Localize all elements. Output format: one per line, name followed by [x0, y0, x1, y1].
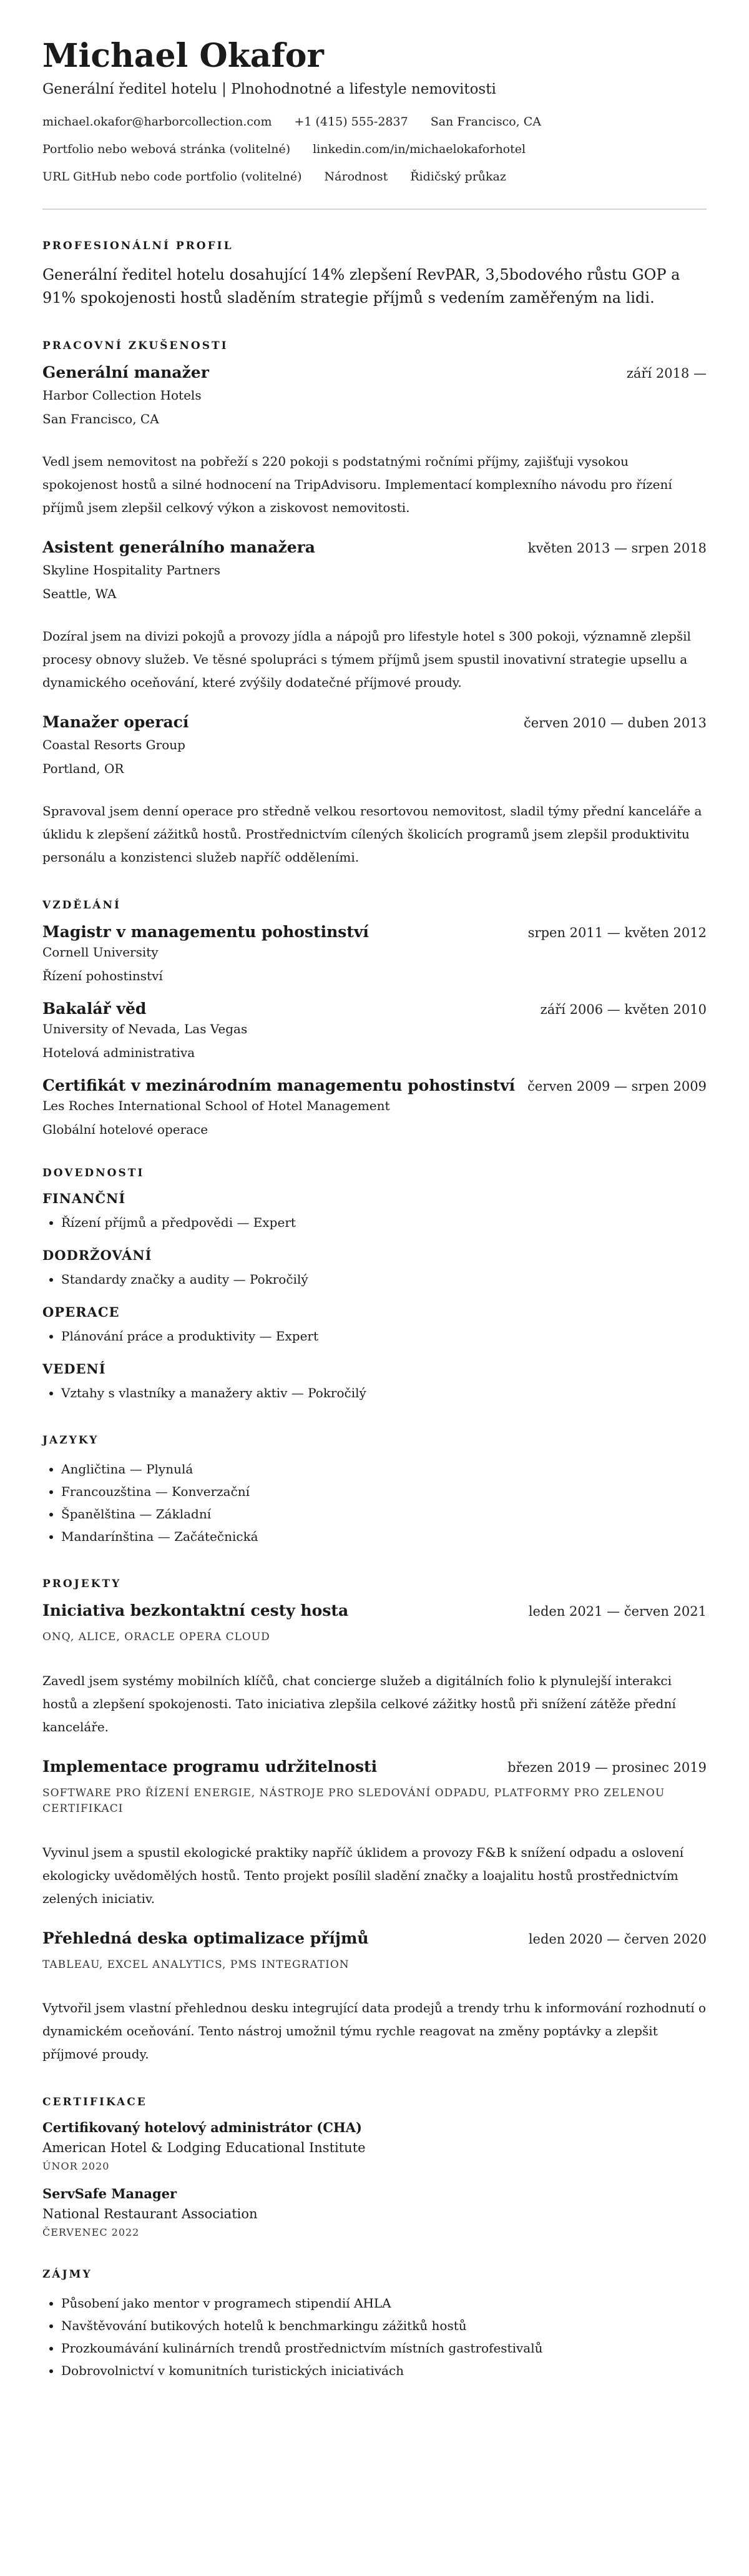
company-name: Skyline Hospitality Partners — [42, 563, 220, 578]
github-link[interactable]: URL GitHub nebo code portfolio (volitelné) — [42, 169, 302, 184]
drivers-license: Řidičský průkaz — [410, 169, 506, 184]
job-location: Portland, OR — [42, 761, 124, 777]
location: San Francisco, CA — [430, 114, 542, 129]
job-dates: červen 2010 — duben 2013 — [524, 715, 707, 731]
resume-header — [42, 37, 707, 210]
certification-name: ServSafe Manager — [42, 2186, 177, 2202]
section-title: VZDĚLÁNÍ — [42, 899, 121, 912]
company-name: Coastal Resorts Group — [42, 737, 185, 753]
experience-entry — [42, 713, 707, 869]
project-name: Implementace programu udržitelnosti — [42, 1757, 378, 1776]
section-title: PRACOVNÍ ZKUŠENOSTI — [42, 340, 228, 353]
section-title: PROFESIONÁLNÍ PROFIL — [42, 239, 233, 252]
experience-entry — [42, 538, 707, 694]
project-description: Vyvinul jsem a spustil ekologické praktiky napříč úklidem a provozy F&B k snížení odpadu a oslovení ekologicky uvědomělých hostů. Tento projekt posílil sladění značky a loajalitu hostů prostřednictvím zelených iniciativ. — [42, 1844, 684, 1906]
job-dates: květen 2013 — srpen 2018 — [527, 541, 707, 556]
certification-date: ČERVENEC 2022 — [42, 2226, 140, 2239]
school-name: University of Nevada, Las Vegas — [42, 1021, 248, 1037]
project-technologies: SOFTWARE PRO ŘÍZENÍ ENERGIE, NÁSTROJE PRO SLEDOVÁNÍ ODPADU, PLATFORMY PRO ZELENOU CERTIFIKACI — [42, 1786, 665, 1816]
phone-number[interactable]: +1 (415) 555-2837 — [294, 114, 408, 129]
section-title: PROJEKTY — [42, 1578, 122, 1591]
candidate-name: Michael Okafor — [42, 37, 324, 75]
skill-category: VEDENÍ — [42, 1361, 106, 1377]
section-title: JAZYKY — [42, 1434, 99, 1447]
certification-name: Certifikovaný hotelový administrátor (CHA) — [42, 2120, 362, 2136]
interest-item: • Prozkoumávání kulinárních trendů prostřednictvím místních gastrofestivalů — [61, 2337, 707, 2359]
linkedin-link[interactable]: linkedin.com/in/michaelokaforhotel — [313, 142, 526, 156]
degree-title: Certifikát v mezinárodním managementu pohostinství — [42, 1076, 516, 1095]
project-dates: leden 2020 — červen 2020 — [528, 1931, 707, 1947]
candidate-headline: Generální ředitel hotelu | Plnohodnotné a lifestyle nemovitosti — [42, 81, 496, 97]
education-section — [42, 899, 707, 1137]
skill-item: • Plánování práce a produktivity — Expert — [61, 1325, 707, 1347]
header-divider — [42, 209, 707, 210]
field-of-study: Hotelová administrativa — [42, 1045, 195, 1061]
certification-entry — [42, 2120, 707, 2172]
skill-group — [42, 1361, 707, 1404]
certification-entry — [42, 2186, 707, 2238]
skill-category: FINANČNÍ — [42, 1191, 126, 1207]
interests-section — [42, 2268, 707, 2382]
experience-section — [42, 340, 707, 869]
section-title: ZÁJMY — [42, 2268, 92, 2281]
job-dates: září 2018 — — [626, 366, 707, 381]
project-technologies: TABLEAU, EXCEL ANALYTICS, PMS INTEGRATION — [42, 1958, 350, 1971]
job-title: Generální manažer — [42, 363, 209, 382]
project-description: Zavedl jsem systémy mobilních klíčů, chat concierge služeb a digitálních folio k plynulejší interakci hostů a zlepšení spokojenosti. Tato iniciativa zlepšila celkové zážitky hostů při snížení zátěže přední kanceláře. — [42, 1673, 676, 1734]
project-dates: leden 2021 — červen 2021 — [528, 1604, 707, 1620]
certification-date: ÚNOR 2020 — [42, 2160, 110, 2173]
project-name: Přehledná deska optimalizace příjmů — [42, 1929, 369, 1947]
education-dates: červen 2009 — srpen 2009 — [527, 1079, 707, 1094]
languages-list — [42, 1458, 707, 1548]
skill-item: • Řízení příjmů a předpovědi — Expert — [61, 1211, 707, 1234]
nationality: Národnost — [324, 169, 388, 184]
company-name: Harbor Collection Hotels — [42, 388, 202, 403]
interest-item: • Navštěvování butikových hotelů k benchmarkingu zážitků hostů — [61, 2314, 707, 2337]
experience-entry — [42, 363, 707, 519]
degree-title: Bakalář věd — [42, 1000, 147, 1018]
skill-group — [42, 1191, 707, 1234]
profile-section — [42, 240, 707, 310]
skill-item: • Vztahy s vlastníky a manažery aktiv — Pokročilý — [61, 1382, 707, 1404]
skill-category: OPERACE — [42, 1304, 120, 1320]
job-title: Manažer operací — [42, 713, 189, 732]
field-of-study: Řízení pohostinství — [42, 968, 163, 984]
job-description: Dozíral jsem na divizi pokojů a provozy jídla a nápojů pro lifestyle hotel s 300 pokoji, významně zlepšil procesy obnovy služeb. Ve těsné spolupráci s týmem příjmů jsem spustil inovativní strategie upsellu a dynamického oceňování, které zvýšily dodatečné příjmové proudy. — [42, 629, 691, 691]
project-technologies: ONQ, ALICE, ORACLE OPERA CLOUD — [42, 1631, 270, 1644]
education-entry — [42, 1000, 707, 1060]
skill-category: DODRŽOVÁNÍ — [42, 1247, 152, 1264]
education-dates: srpen 2011 — květen 2012 — [527, 925, 707, 941]
certifications-section — [42, 2096, 707, 2238]
certification-issuer: National Restaurant Association — [42, 2206, 258, 2222]
section-title: CERTIFIKACE — [42, 2096, 147, 2109]
project-name: Iniciativa bezkontaktní cesty hosta — [42, 1601, 349, 1620]
education-dates: září 2006 — květen 2010 — [540, 1002, 707, 1018]
school-name: Cornell University — [42, 945, 159, 960]
interests-list — [42, 2292, 707, 2382]
job-description: Spravoval jsem denní operace pro středně velkou resortovou nemovitost, sladil týmy přední kanceláře a úklidu k zlepšení zážitků hostů. Prostřednictvím cílených školicích programů jsem zlepšil produktivitu personálu a konzistenci služeb napříč odděleními. — [42, 804, 702, 865]
section-title: DOVEDNOSTI — [42, 1167, 145, 1180]
job-title: Asistent generálního manažera — [42, 538, 315, 557]
project-description: Vytvořil jsem vlastní přehlednou desku integrující data prodejů a trendy trhu k informování rozhodnutí o dynamickém oceňování. Tento nástroj umožnil týmu rychle reagovat na změny poptávky a zlepšit příjmové proudy. — [42, 2000, 707, 2062]
profile-summary: Generální ředitel hotelu dosahující 14% zlepšení RevPAR, 3,5bodového růstu GOP a 91% spokojenosti hostů sladěním strategie příjmů s vedením zaměřeným na lidi. — [42, 265, 680, 307]
skill-item: • Standardy značky a audity — Pokročilý — [61, 1268, 707, 1290]
interest-item: • Dobrovolnictví v komunitních turistických iniciativách — [61, 2359, 707, 2382]
contact-row-primary — [42, 115, 707, 129]
language-item: • Francouzština — Konverzační — [61, 1480, 707, 1503]
project-entry — [42, 1929, 707, 2067]
skill-group — [42, 1247, 707, 1290]
skills-section — [42, 1167, 707, 1404]
job-location: Seattle, WA — [42, 586, 117, 602]
field-of-study: Globální hotelové operace — [42, 1122, 208, 1138]
project-dates: březen 2019 — prosinec 2019 — [507, 1759, 707, 1775]
language-item: • Mandarínština — Začátečnická — [61, 1525, 707, 1548]
certification-issuer: American Hotel & Lodging Educational Institute — [42, 2140, 366, 2156]
education-entry — [42, 923, 707, 983]
job-description: Vedl jsem nemovitost na pobřeží s 220 pokoji s podstatnými ročními příjmy, zajišťuji vysokou spokojenost hostů a silné hodnocení na TripAdvisoru. Implementací komplexního návodu pro řízení příjmů jsem zlepšil celkový výkon a ziskovost nemovitosti. — [42, 454, 672, 516]
email-link[interactable]: michael.okafor@harborcollection.com — [42, 114, 272, 129]
education-entry — [42, 1076, 707, 1137]
languages-section — [42, 1434, 707, 1548]
interest-item: • Působení jako mentor v programech stipendií AHLA — [61, 2292, 707, 2314]
project-entry — [42, 1601, 707, 1739]
contact-row-extra — [42, 170, 707, 184]
contact-row-links — [42, 142, 707, 156]
portfolio-link[interactable]: Portfolio nebo webová stránka (volitelné) — [42, 142, 291, 156]
job-location: San Francisco, CA — [42, 411, 159, 427]
school-name: Les Roches International School of Hotel Management — [42, 1098, 390, 1114]
project-entry — [42, 1757, 707, 1910]
language-item: • Španělština — Základní — [61, 1503, 707, 1525]
projects-section — [42, 1578, 707, 2066]
degree-title: Magistr v managementu pohostinství — [42, 923, 369, 941]
skill-group — [42, 1304, 707, 1347]
language-item: • Angličtina — Plynulá — [61, 1458, 707, 1480]
